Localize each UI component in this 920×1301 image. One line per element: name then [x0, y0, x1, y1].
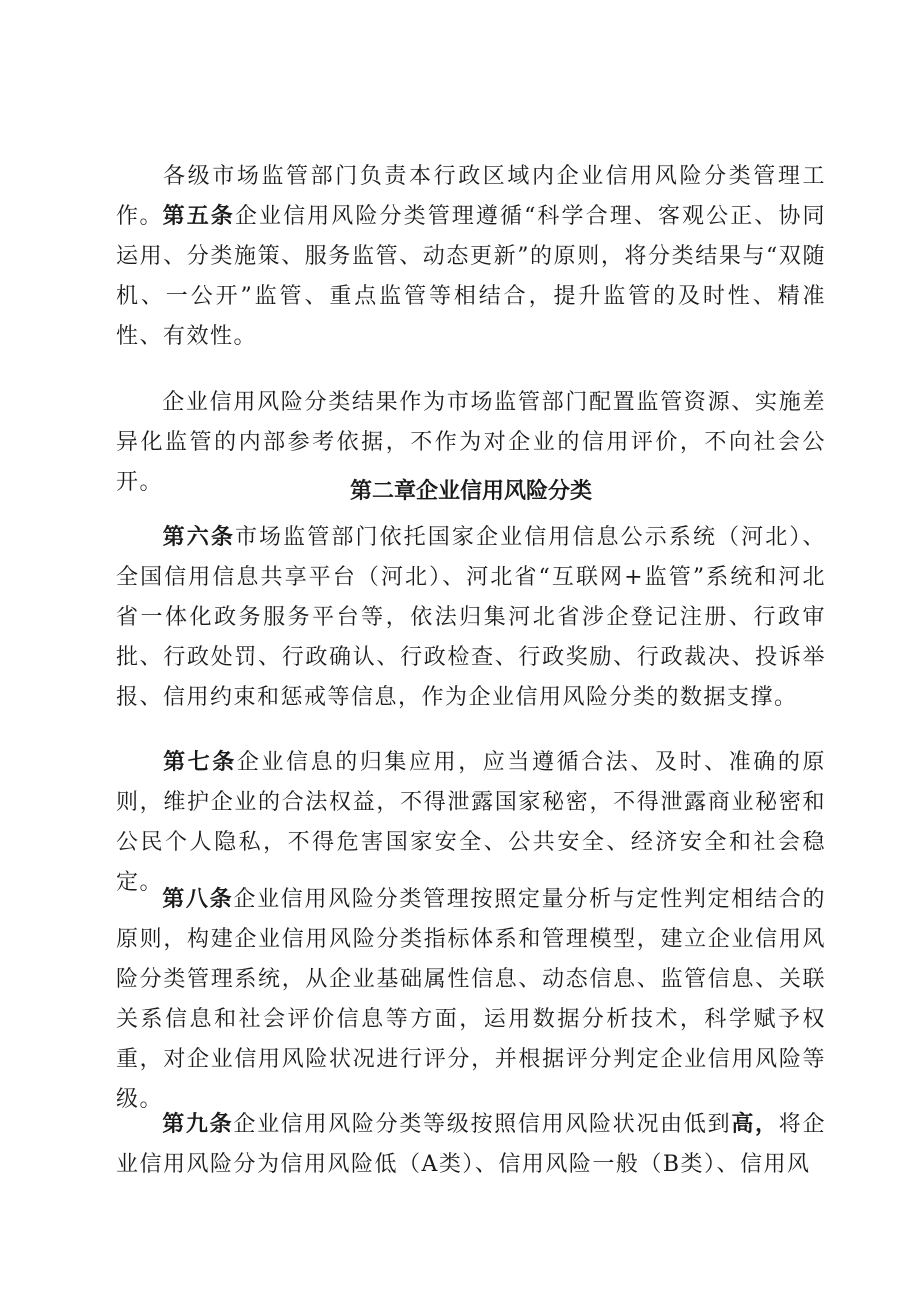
article-label: 第八条: [162, 887, 234, 912]
article-9: [116, 1105, 826, 1185]
paragraph-text: 企业信用风险分类结果作为市场监管部门配置监管资源、实施差异化监管的内部参考依据，不作为对企业的信用评价，不向社会公开。: [116, 390, 826, 495]
article-text: 将企业信用风险分为信用风险低（A类）、信用风险一般（B类）、信用风: [116, 1112, 826, 1177]
article-label: 第五条: [162, 204, 235, 229]
article-text: 企业信用风险分类管理按照定量分析与定性判定相结合的原则，构建企业信用风险分类指标体系和管理模型，建立企业信用风险分类管理系统，从企业基础属性信息、动态信息、监管信息、关联关系信息和社会评价信息等方面，运用数据分析技术，科学赋予权重，对企业信用风险状况进行评分，并根据评分判定企业信用风险等级。: [116, 887, 826, 1112]
article-text: 企业信用风险分类等级按照信用风险状况由低到: [233, 1112, 732, 1137]
article-label: 第六条: [162, 525, 235, 550]
article-7: [116, 743, 826, 903]
article-text: 企业信用风险分类管理遵循“科学合理、客观公正、协同运用、分类施策、服务监管、动态更新”的原则，将分类结果与“双随机、一公开”监管、重点监管等相结合，提升监管的及时性、精准性、有效性。: [116, 204, 826, 349]
article-label: 第九条: [162, 1112, 234, 1137]
article-label: 第七条: [162, 750, 237, 775]
article-text-emphasis: 高，: [731, 1112, 779, 1137]
article-text: 企业信息的归集应用，应当遵循合法、及时、准确的原则，维护企业的合法权益，不得泄露国家秘密，不得泄露商业秘密和公民个人隐私，不得危害国家安全、公共安全、经济安全和社会稳定。: [116, 750, 826, 895]
paragraph-text: 各级市场监管部门负责本行政区域内企业信用风险分类管理工作。: [116, 164, 826, 229]
article-5: [116, 197, 826, 357]
chapter-title: 第二章企业信用风险分类: [349, 479, 592, 504]
article-6: [116, 518, 826, 718]
article-8: [116, 880, 826, 1120]
article-text: 市场监管部门依托国家企业信用信息公示系统（河北）、全国信用信息共享平台（河北）、河北省“互联网+监管”系统和河北省一体化政务服务平台等，依法归集河北省涉企登记注册、行政审批、行政处罚、行政确认、行政检查、行政奖励、行政裁决、投诉举报、信用约束和惩戒等信息，作为企业信用风险分类的数据支撑。: [116, 525, 826, 710]
